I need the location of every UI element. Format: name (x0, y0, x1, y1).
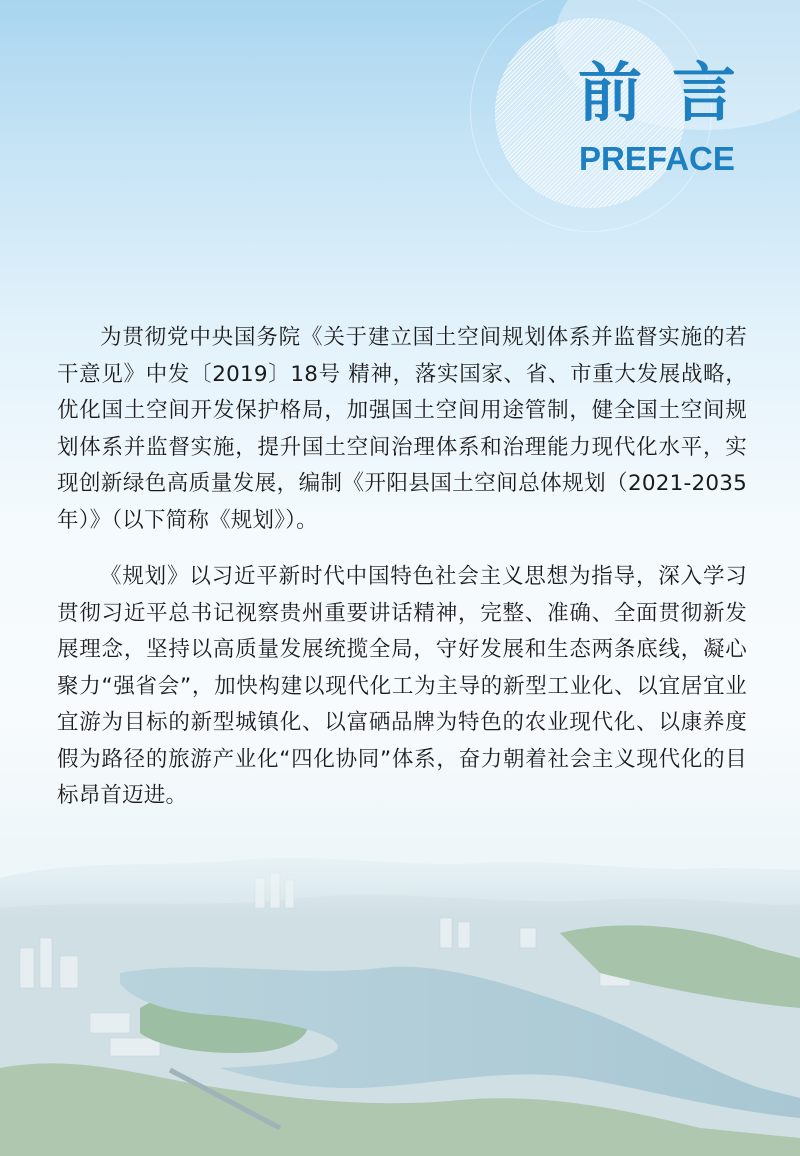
preface-body (57, 320, 747, 835)
page-title-english: PREFACE (579, 140, 735, 177)
aerial-city-landscape-illustration (0, 838, 800, 1156)
paragraph-1: 为贯彻党中央国务院《关于建立国土空间规划体系并监督实施的若干意见》中发〔2019〕18号 精神，落实国家、省、市重大发展战略，优化国土空间开发保护格局，加强国土空间用途管制，健全国土空间规划体系并监督实施，提升国土空间治理体系和治理能力现代化水平，实现创新绿色高质量发展，编制《开阳县国土空间总体规划（2021-2035年）》（以下简称《规划》）。 (57, 325, 747, 533)
paragraph-2: 《规划》以习近平新时代中国特色社会主义思想为指导，深入学习贯彻习近平总书记视察贵州重要讲话精神，完整、准确、全面贯彻新发展理念，坚持以高质量发展统揽全局，守好发展和生态两条底线，凝心聚力“强省会”，加快构建以现代化工为主导的新型工业化、以宜居宜业宜游为目标的新型城镇化、以富硒品牌为特色的农业现代化、以康养度假为路径的旅游产业化“四化协同”体系，奋力朝着社会主义现代化的目标昂首迈进。 (57, 564, 747, 808)
page-title: 前言 (578, 57, 766, 131)
